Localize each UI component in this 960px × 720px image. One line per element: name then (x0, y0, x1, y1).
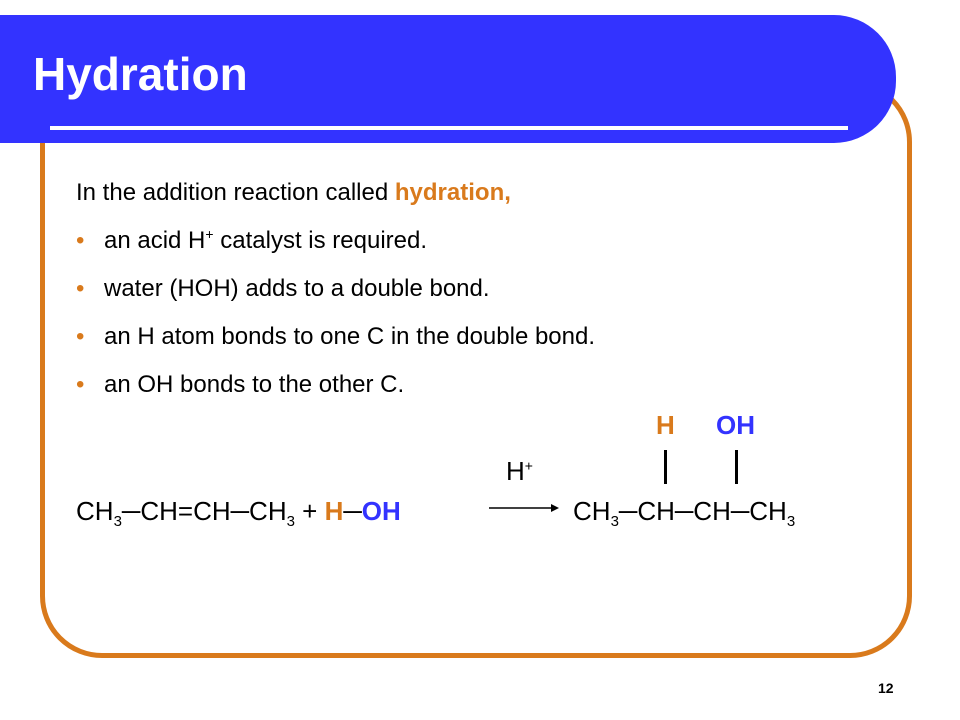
bullet-item-2: water (HOH) adds to a double bond. (104, 275, 490, 302)
product-part: ─CH─CH─CH (618, 496, 787, 526)
catalyst-label (506, 456, 533, 486)
bullet-item-3: an H atom bonds to one C in the double bond. (104, 323, 596, 350)
catalyst-sup: + (524, 457, 533, 474)
bullet-1-sup: + (205, 226, 214, 242)
reactant-part: ─CH=CH─CH (121, 496, 287, 526)
bond-line-oh (735, 450, 738, 484)
intro-line (76, 178, 511, 208)
product-part: CH (573, 496, 611, 526)
bullet-item-1 (104, 226, 427, 256)
intro-keyword: hydration, (394, 179, 511, 206)
reactants (76, 496, 401, 531)
page-number: 12 (878, 680, 894, 696)
water-bond: ─ (343, 496, 362, 526)
catalyst-text: H (506, 456, 525, 486)
product-substituent-h: H (656, 410, 675, 440)
reactant-subscript: 3 (286, 513, 295, 531)
plus-sign: + (294, 496, 325, 526)
water-oh: OH (361, 496, 401, 526)
bullet-1-text: an acid H (104, 227, 206, 254)
product-substituent-oh: OH (716, 410, 755, 440)
water-h: H (324, 496, 344, 526)
product (573, 496, 796, 531)
slide-title: Hydration (33, 48, 248, 100)
bond-line-h (664, 450, 667, 484)
bullet-marker: • (76, 227, 85, 254)
product-subscript: 3 (610, 513, 619, 531)
bullet-marker: • (76, 275, 85, 302)
reaction-arrow-icon (487, 498, 559, 518)
bullet-item-4: an OH bonds to the other C. (104, 371, 405, 398)
bullet-1-text-end: catalyst is required. (213, 227, 427, 254)
intro-text: In the addition reaction called (76, 179, 395, 206)
bullet-marker: • (76, 371, 85, 398)
reactant-subscript: 3 (113, 513, 122, 531)
product-subscript: 3 (786, 513, 796, 531)
bullet-marker: • (76, 323, 85, 350)
reactant-part: CH (76, 496, 114, 526)
